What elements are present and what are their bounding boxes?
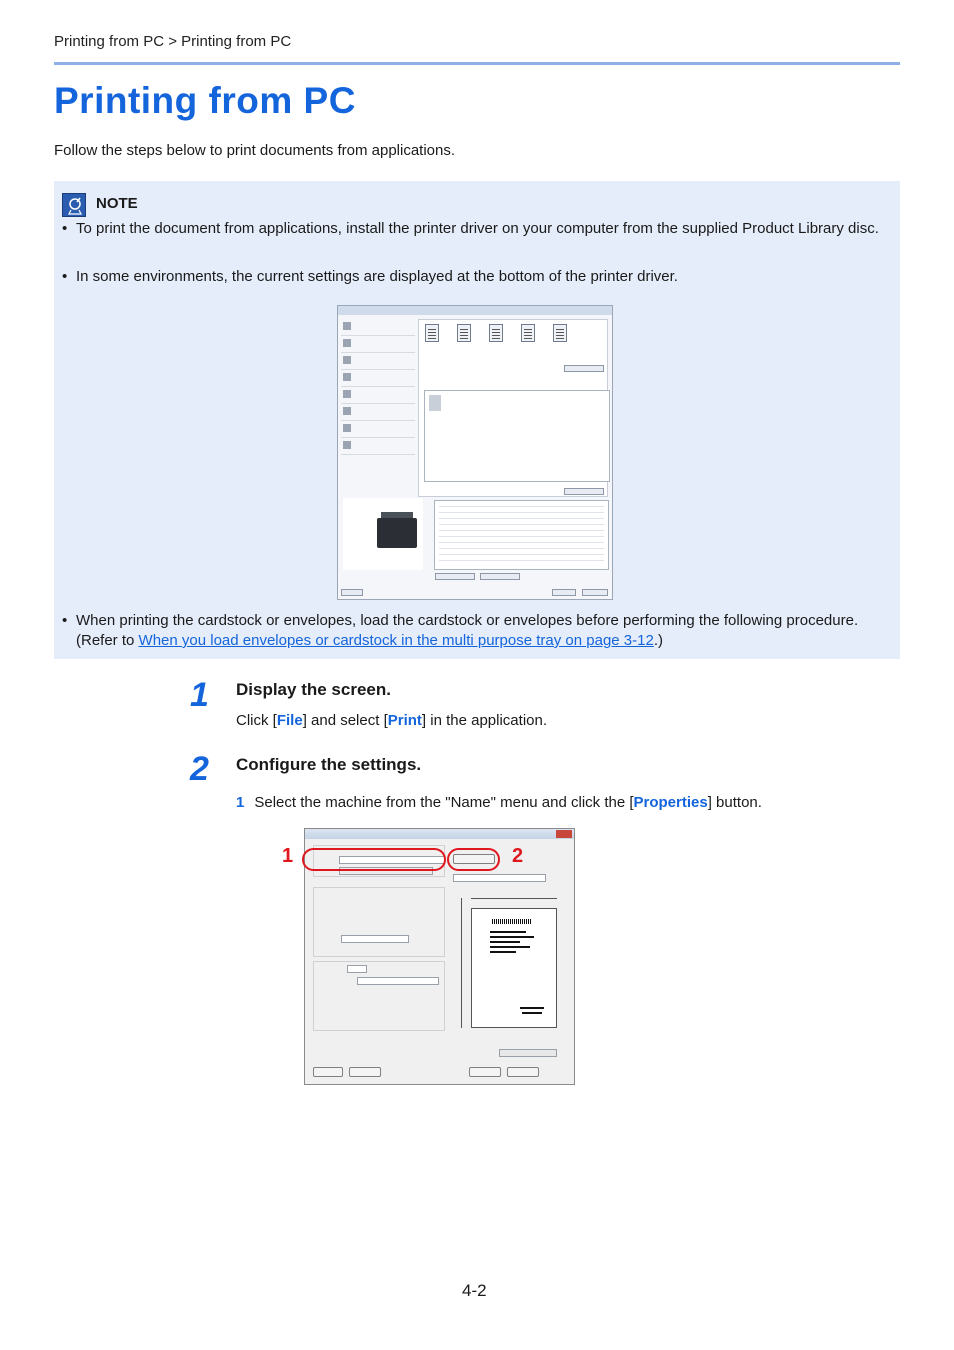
ok-button (552, 589, 576, 596)
reset-button (564, 365, 604, 372)
step-2-number: 2 (190, 750, 209, 788)
header-rule (54, 62, 900, 65)
current-settings-list (434, 500, 609, 570)
page-title: Printing from PC (54, 80, 356, 121)
pages-per-sheet-icon (521, 324, 535, 342)
callout-1: 1 (282, 845, 294, 867)
advanced-button (349, 1067, 381, 1077)
quick-print-panel (418, 319, 608, 497)
sidebar-item (341, 421, 415, 438)
subset-dropdown (341, 935, 409, 943)
page-handling-group (313, 961, 445, 1031)
step-1-title: Display the screen. (236, 680, 391, 699)
quick-print-icons (425, 324, 567, 342)
page-slider (499, 1049, 557, 1057)
sidebar-item (341, 336, 415, 353)
apply-button (564, 488, 604, 495)
sidebar-item (341, 353, 415, 370)
ecoprint-icon (553, 324, 567, 342)
sidebar-item (341, 404, 415, 421)
about-button (341, 589, 363, 596)
name-callout-oval (302, 848, 446, 871)
sidebar-item (341, 319, 415, 336)
note-label: NOTE (96, 195, 138, 212)
step-1-text: Click [File] and select [Print] in the application. (236, 712, 548, 729)
breadcrumb: Printing from PC > Printing from PC (54, 33, 292, 50)
ok-button (469, 1067, 501, 1077)
collate-icon (457, 324, 471, 342)
comments-dropdown (453, 874, 546, 882)
width-dimension-line (471, 898, 557, 899)
page-scaling-dropdown (357, 977, 439, 985)
properties-callout-oval (447, 848, 500, 871)
intro-text: Follow the steps below to print documents from applications. (54, 142, 456, 159)
note-icon (62, 193, 86, 217)
sidebar-item (341, 387, 415, 404)
print-preview-page (471, 908, 557, 1028)
step-2-title: Configure the settings. (236, 755, 422, 774)
copies-field (347, 965, 367, 973)
save-as-button (435, 573, 475, 580)
barcode (492, 919, 532, 924)
duplex-icon (489, 324, 503, 342)
envelopes-link[interactable]: When you load envelopes or cardstock in the multi purpose tray on page 3-12 (138, 632, 654, 649)
properties-keyword: Properties (633, 794, 708, 811)
note-box: NOTE • To print the document from applications, install the printer driver on your computer from the supplied Product Library disc. • In some environments, the current settings are displayed at the bottom of the printer driver. • When printing the cardstock or envelopes, load the cardstock or envelopes before performing the following procedure. (Refer to When you load envelopes or cardstock in the multi purpose tray on page 3-12.) (54, 181, 900, 659)
step-2-substep-1: 1 Select the machine from the "Name" menu and click the [Properties] button. (236, 794, 762, 811)
sidebar-item (341, 370, 415, 387)
file-keyword: File (276, 712, 303, 729)
print-keyword: Print (387, 712, 422, 729)
print-range-group (313, 887, 445, 957)
orientation-icon (425, 324, 439, 342)
driver-sidebar (341, 319, 415, 457)
printing-tips-button (313, 1067, 343, 1077)
printer-profiles-box (424, 390, 610, 482)
printer-preview (343, 498, 423, 570)
cancel-button (582, 589, 608, 596)
page-number: 4-2 (462, 1281, 487, 1300)
window-titlebar (338, 306, 612, 315)
cancel-button (507, 1067, 539, 1077)
profile-icon (429, 395, 441, 411)
profiles-button (480, 573, 520, 580)
dialog-titlebar (305, 829, 574, 839)
printer-image (377, 518, 417, 548)
callout-2: 2 (512, 845, 524, 867)
step-1-number: 1 (190, 676, 209, 714)
sidebar-item (341, 438, 415, 455)
printer-driver-screenshot (337, 305, 613, 600)
close-icon (556, 830, 572, 838)
height-dimension-line (461, 898, 462, 1028)
